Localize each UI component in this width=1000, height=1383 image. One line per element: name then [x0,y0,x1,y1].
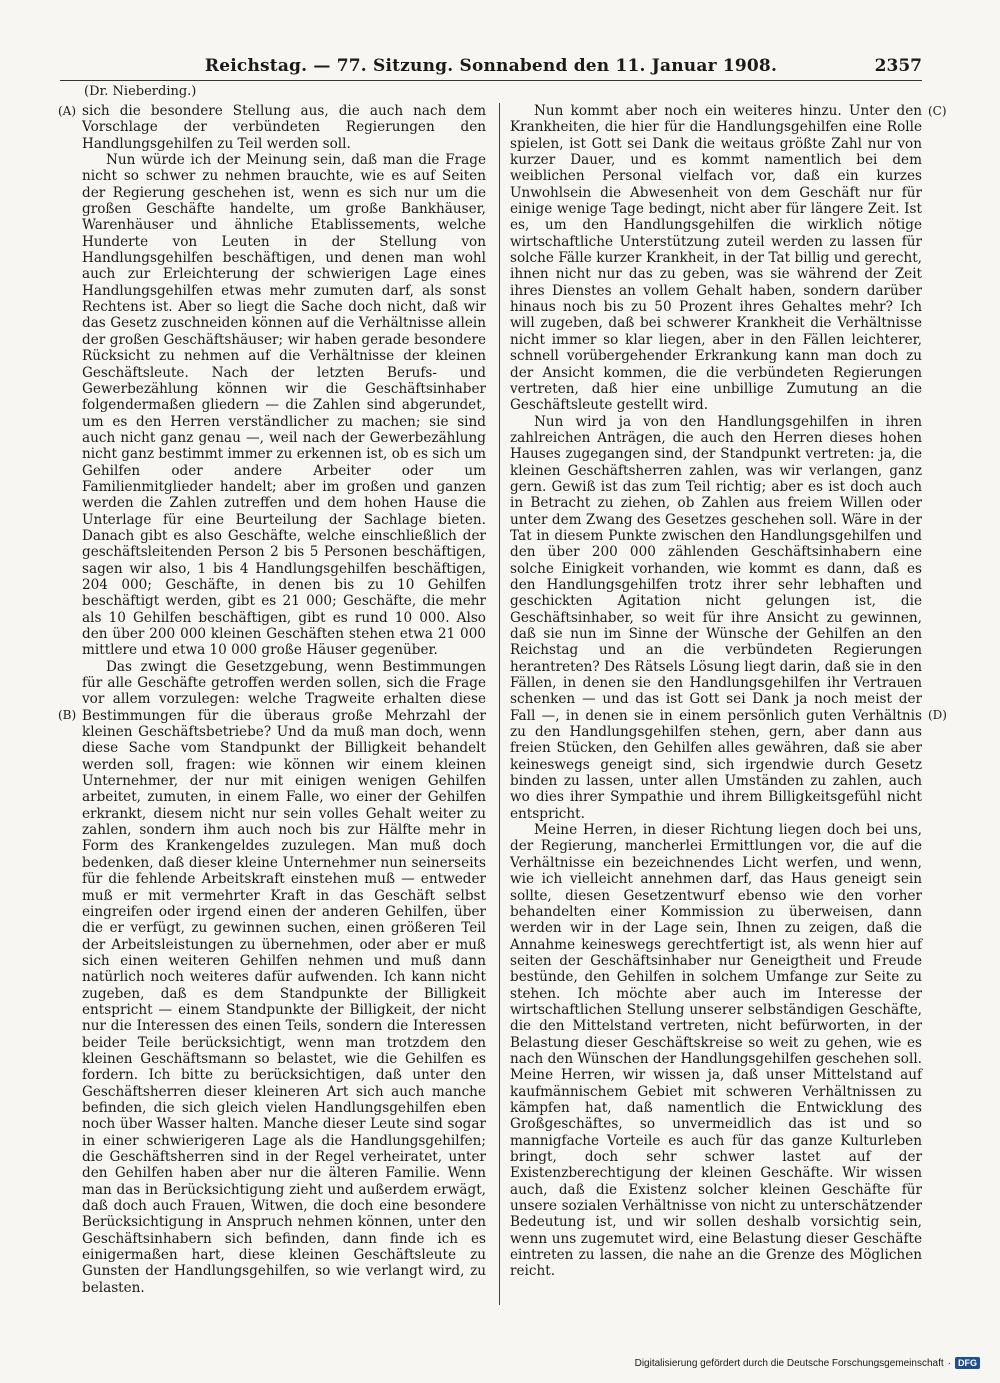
left-paragraph-2: Nun würde ich der Meinung sein, daß man die Frage nicht so schwer zu nehmen brauchte, wie es auf Seiten der Regierung geschehen ist, wenn es sich nur um die großen Geschäfte handelte, um große Bankhäuser, Warenhäuser und ähnliche Etablissements, welche Hunderte von Leuten in der Stellung von Handlungsgehilfen beschäftigen, und denen man wohl auch zur Erleichterung der schwierigen Lage eines Handlungsgehilfen etwas mehr zumuten darf, als sonst Rechtens ist. Aber so liegt die Sache doch nicht, daß wir das Gesetz zuschneiden können auf die Verhältnisse allein der großen Geschäftshäuser; wir haben gerade besondere Rücksicht zu nehmen auf die Verhältnisse der kleinen Geschäftsleute. Nach der letzten Berufs- und Gewerbezählung können wir die Geschäftsinhaber folgendermaßen gliedern — die Zahlen sind abgerundet, um es den Herren verständlicher zu machen; sie sind auch nicht ganz genau —, weil nach der Gewerbezählung nicht ganz bestimmt immer zu erkennen ist, ob es sich um Gehilfen oder andere Arbeiter oder um Familienmitglieder handelt; aber im großen und ganzen werden die Zahlen zutreffen und dem hohen Hause die Unterlage für eine Beurteilung der Sachlage bieten. Danach gibt es also Geschäfte, welche einschließlich der geschäftsleitenden Person 2 bis 5 Personen beschäftigen, sagen wir also, 1 bis 4 Handlungsgehilfen beschäftigen, 204 000; Geschäfte, in denen bis zu 10 Gehilfen beschäftigt werden, gibt es 21 000; Geschäfte, die mehr als 10 Gehilfen beschäftigen, gibt es rund 10 000. Also den über 200 000 kleinen Geschäften stehen etwa 21 000 mittlere und etwa 10 000 große Häuser gegenüber. [82,152,486,659]
page-number: 2357 [874,56,922,76]
running-title: Reichstag. — 77. Sitzung. Sonnabend den 11. Januar 1908. [204,56,778,76]
header-rule [60,80,922,81]
dfg-logo: DFG [955,1357,980,1369]
right-paragraph-1: Nun kommt aber noch ein weiteres hinzu. Unter den Krankheiten, die hier für die Handlungsgehilfen eine Rolle spielen, ist Gott sei Dank die weitaus größte Zahl nur von kurzer Dauer, und es kommt namentlich bei dem weiblichen Personal vielfach vor, daß ein kurzes Unwohlsein die Abwesenheit von dem Geschäft nur für einige wenige Tage bedingt, nicht aber für längere Zeit. Ist es, um den Handlungsgehilfen die wirklich nötige wirtschaftliche Unterstützung zuteil werden zu lassen für solche Fälle kurzer Krankheit, in der Tat billig und gerecht, ihnen nicht nur das zu geben, was sie während der Zeit ihres Dienstes an vollem Gehalt haben, sondern darüber hinaus noch bis zu 50 Prozent ihres Gehaltes mehr? Ich will zugeben, daß bei schwerer Krankheit die Verhältnisse nicht immer so klar liegen, aber in den Fällen leichterer, schnell vorübergehender Erkrankung kann man doch zu der Ansicht kommen, die die verbündeten Regierungen vertreten, daß hier eine unbillige Zumutung an die Geschäftsleute gestellt wird. [510,103,922,414]
column-divider [499,103,500,1305]
page-header [60,56,922,78]
credit-text: Digitalisierung gefördert durch die Deutsche Forschungsgemeinschaft [634,1357,944,1369]
speaker-name: (Dr. Nieberding.) [84,84,197,99]
left-paragraph-1: sich die besondere Stellung aus, die auch nach dem Vorschlage der verbündeten Regierungen den Handlungsgehilfen zu Teil werden soll. [82,103,486,152]
left-paragraph-3: Das zwingt die Gesetzgebung, wenn Bestimmungen für alle Geschäfte getroffen werden sollen, sich die Frage vor allem vorzulegen: welche Tragweite erhalten diese Bestimmungen für die überaus große Mehrzahl der kleinen Geschäftsbetriebe? Und da muß man doch, wenn diese Sache vom Standpunkt der Billigkeit behandelt werden soll, fragen: wie können wir einem kleinen Unternehmer, der nur mit einigen wenigen Gehilfen arbeitet, zumuten, in einem Falle, wo einer der Gehilfen erkrankt, diesem nicht nur sein volles Gehalt weiter zu zahlen, sondern ihm auch noch bis zur Hälfte mehr in Form des Krankengeldes zuzulegen. Man muß doch bedenken, daß dieser kleine Unternehmer nun seinerseits für die fehlende Arbeitskraft einstehen muß — entweder muß er mit vermehrter Kraft in das Geschäft selbst eingreifen oder irgend einen der anderen Gehilfen, über die er verfügt, zu gewinnen suchen, einen größeren Teil der Arbeitsleistungen zu übernehmen, oder aber er muß sich einen weiteren Gehilfen nehmen und muß dann natürlich noch weiteres dafür aufwenden. Ich kann nicht zugeben, daß es dem Standpunkte der Billigkeit entspricht — einem Standpunkte der Billigkeit, der nicht nur die Interessen des einen Teils, sondern die Interessen beider Teile berücksichtigt, wenn man trotzdem den kleinen Geschäftsmann so belastet, wie die Gehilfen es fordern. Ich bitte zu berücksichtigen, daß unter den Geschäftsherren dieser kleineren Art sich auch manche befinden, die sich gleich vielen Handlungsgehilfen eben noch über Wasser halten. Manche dieser Leute sind sogar in einer schwierigeren Lage als die Handlungsgehilfen; die Geschäftsherren sind in der Regel verheiratet, unter den Gehilfen haben aber nur die älteren Familie. Wenn man das in Berücksichtigung zieht und außerdem erwägt, daß doch auch Frauen, Witwen, die doch eine besondere Berücksichtigung in Anspruch nehmen können, unter den Geschäftsinhabern sich befinden, dann finde ich es einigermaßen hart, diese kleinen Geschäftsleute zu Gunsten der Handlungsgehilfen, so wie verlangt wird, zu belasten. [82,658,486,1296]
right-column [510,103,922,1280]
margin-marker-b: (B) [58,708,77,722]
left-column [82,103,486,1296]
right-paragraph-3: Meine Herren, in dieser Richtung liegen doch bei uns, der Regierung, mancherlei Ermittlungen vor, die auf die Verhältnisse ein bezeichnendes Licht werfen, und wenn, wie ich vielleicht annehmen darf, das Haus geneigt sein sollte, diesen Gesetzentwurf ebenso wie den vorher behandelten einer Kommission zu überweisen, dann werden wir in der Lage sein, Ihnen zu zeigen, daß die Annahme keineswegs gerechtfertigt ist, als wenn hier auf seiten der Geschäftsinhaber nur Geneigtheit und Freude bestünde, den Gehilfen in solchem Umfange zur Seite zu stehen. Ich möchte aber auch im Interesse der wirtschaftlichen Stellung unserer selbständigen Geschäfte, die den Mittelstand vertreten, nicht befürworten, in der Belastung dieser Geschäftskreise so weit zu gehen, wie es nach den Wünschen der Handlungsgehilfen geschehen soll. Meine Herren, wir wissen ja, daß unser Mittelstand auf kaufmännischem Gebiet mit schweren Verhältnissen zu kämpfen hat, daß namentlich die Entwicklung des Großgeschäftes, so unvermeidlich das ist und so mannigfache Vorteile es auch für das ganze Kulturleben bringt, doch sehr schwer lastet auf der Existenzberechtigung der kleinen Geschäfte. Wir wissen auch, daß die Existenz solcher kleinen Geschäfte für unsere sozialen Verhältnisse von nicht zu unterschätzender Bedeutung ist, und wir sollen deshalb vorsichtig sein, wenn uns zugemutet wird, eine Belastung dieser Geschäfte eintreten zu lassen, die nahe an die Grenze des Möglichen reicht. [510,822,922,1280]
credit-separator: · [947,1357,951,1369]
margin-marker-c: (C) [928,104,947,118]
margin-marker-a: (A) [58,104,77,118]
right-paragraph-2: Nun wird ja von den Handlungsgehilfen in ihren zahlreichen Anträgen, die auch den Herren dieses hohen Hauses zugegangen sind, der Standpunkt vertreten: ja, die kleinen Geschäftsherren zahlen, was wir verlangen, ganz gern. Gewiß ist das zum Teil richtig; aber es ist doch auch in Betracht zu ziehen, ob Zahlen aus freiem Willen oder unter dem Zwang des Gesetzes geschehen soll. Wäre in der Tat in diesem Punkte zwischen den Handlungsgehilfen und den über 200 000 zählenden Geschäftsinhabern eine solche Einigkeit vorhanden, wie kommt es dann, daß es den Handlungsgehilfen trotz ihrer sehr lebhaften und geschickten Agitation nicht gelungen ist, die Geschäftsinhaber, so weit für ihre Ansicht zu gewinnen, daß sie nun im Sinne der Wünsche der Gehilfen an den Reichstag und an die verbündeten Regierungen herantreten? Des Rätsels Lösung liegt darin, daß sie in den Fällen, in denen sie den Handlungsgehilfen ihr Vertrauen schenken — und das ist Gott sei Dank ja noch meist der Fall —, in denen sie in einem persönlich guten Verhältnis zu den Handlungsgehilfen stehen, gern, aber dann aus freien Stücken, den Gehilfen alles gewähren, daß sie aber keineswegs geneigt sind, sich irgendwie durch Gesetz binden zu lassen, unter allen Umständen zu zahlen, auch wo dies ihrer Sympathie und ihrem Billigkeitsgefühl nicht entspricht. [510,413,922,822]
margin-marker-d: (D) [928,708,947,722]
digitization-credit [635,1357,980,1369]
